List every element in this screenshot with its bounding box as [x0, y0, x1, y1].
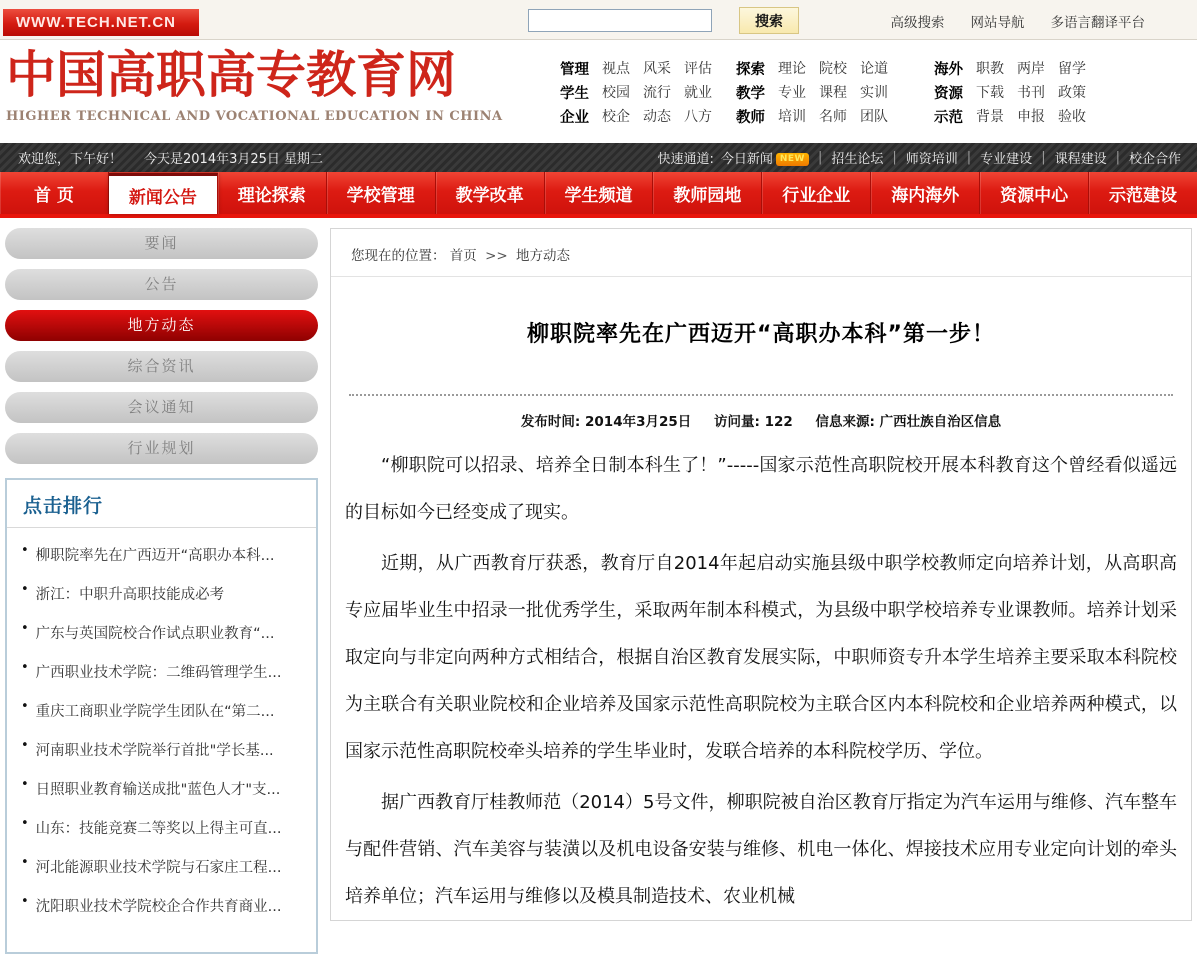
- dotted-divider: [349, 394, 1173, 396]
- header-link[interactable]: 院校: [819, 61, 847, 77]
- publish-time: [521, 414, 696, 430]
- ranking-link[interactable]: 重庆工商职业学院学生团队在“第二...: [35, 704, 275, 720]
- ranking-link[interactable]: 沈阳职业技术学院校企合作共育商业...: [35, 899, 282, 915]
- header-link[interactable]: 留学: [1058, 61, 1086, 77]
- separator: |: [966, 150, 972, 165]
- nav-item-news-active[interactable]: 新闻公告: [109, 173, 218, 214]
- click-ranking-box: [5, 478, 318, 954]
- bullet-icon: •: [21, 583, 29, 597]
- header-category-link[interactable]: 海外: [934, 61, 963, 78]
- separator: |: [1115, 150, 1120, 165]
- header-link[interactable]: 课程: [819, 85, 847, 101]
- search-button[interactable]: 搜索: [739, 7, 799, 34]
- sidebar-item-announcements[interactable]: 公告: [5, 269, 318, 300]
- header-link[interactable]: 视点: [602, 61, 630, 77]
- breadcrumb-current-link[interactable]: 地方动态: [516, 248, 571, 264]
- header-category-link[interactable]: 探索: [736, 61, 765, 78]
- top-links: [891, 11, 1146, 31]
- article: [331, 317, 1191, 920]
- sidebar-item-industry-planning[interactable]: 行业规划: [5, 433, 318, 464]
- ranking-link[interactable]: 河北能源职业技术学院与石家庄工程...: [35, 860, 282, 876]
- header-link[interactable]: 风采: [643, 61, 671, 77]
- site-map-link[interactable]: 网站导航: [970, 15, 1025, 31]
- ranking-item: [21, 622, 306, 643]
- separator: |: [1041, 150, 1046, 165]
- breadcrumb-separator: >>: [485, 248, 508, 264]
- ranking-link[interactable]: 柳职院率先在广西迈开“高职办本科...: [35, 548, 275, 564]
- header-category-link[interactable]: 示范: [934, 109, 963, 126]
- header-link-row: [934, 80, 1086, 104]
- separator: |: [892, 150, 897, 165]
- main-navigation: [0, 172, 1197, 218]
- header-link-row: [736, 104, 888, 128]
- ranking-link[interactable]: 河南职业技术学院举行首批"学长基...: [35, 743, 274, 759]
- nav-item-teacher-garden[interactable]: 教师园地: [653, 172, 762, 214]
- ranking-item: [21, 739, 306, 760]
- sidebar-item-general-info[interactable]: 综合资讯: [5, 351, 318, 382]
- header-link-group-1: [560, 56, 712, 128]
- header-link[interactable]: 验收: [1058, 109, 1086, 125]
- bullet-icon: •: [21, 856, 29, 870]
- nav-item-student-channel[interactable]: 学生频道: [545, 172, 654, 214]
- header-link[interactable]: 培训: [778, 109, 806, 125]
- advanced-search-link[interactable]: 高级搜索: [890, 15, 945, 31]
- site-url-banner: WWW.TECH.NET.CN: [3, 9, 199, 36]
- info-source-value: 广西壮族自治区信息: [879, 414, 1002, 430]
- header-link[interactable]: 专业: [778, 85, 806, 101]
- bullet-icon: •: [21, 778, 29, 792]
- main-panel: [330, 228, 1192, 921]
- header-link[interactable]: 政策: [1058, 85, 1086, 101]
- article-title: 柳职院率先在广西迈开“高职办本科”第一步！: [527, 322, 995, 347]
- header-link[interactable]: 实训: [860, 85, 888, 101]
- quick-link-school-enterprise[interactable]: 校企合作: [1128, 152, 1181, 167]
- ranking-link[interactable]: 日照职业教育输送成批"蓝色人才"支...: [35, 782, 281, 798]
- quick-link-admissions-forum[interactable]: 招生论坛: [831, 152, 884, 167]
- bullet-icon: •: [21, 700, 29, 714]
- bullet-icon: •: [21, 739, 29, 753]
- header-link[interactable]: 评估: [684, 61, 712, 77]
- sidebar-item-local-news-active[interactable]: 地方动态: [5, 310, 318, 341]
- nav-item-resources[interactable]: 资源中心: [980, 172, 1089, 214]
- breadcrumb-label: 您现在的位置：: [351, 248, 446, 264]
- header-category-link[interactable]: 企业: [560, 109, 589, 126]
- separator: |: [817, 150, 823, 165]
- header-category-link[interactable]: 教学: [736, 85, 765, 102]
- new-badge: NEW: [776, 153, 809, 166]
- quick-channel-label: 快速通道:: [657, 152, 714, 167]
- info-source: [815, 414, 1001, 430]
- quick-channel: [657, 148, 1181, 167]
- header-category-link[interactable]: 管理: [560, 61, 589, 78]
- header-link[interactable]: 团队: [860, 109, 888, 125]
- nav-item-home[interactable]: 首 页: [0, 172, 109, 214]
- header-link[interactable]: 流行: [643, 85, 671, 101]
- ranking-link[interactable]: 广东与英国院校合作试点职业教育“...: [35, 626, 275, 642]
- header-category-link[interactable]: 学生: [560, 85, 589, 102]
- status-bar: [0, 143, 1197, 172]
- header-link[interactable]: 论道: [860, 61, 888, 77]
- content-area: [0, 218, 1197, 954]
- header-link-row: [560, 56, 712, 80]
- nav-item-teaching-reform[interactable]: 教学改革: [436, 172, 545, 214]
- header-link[interactable]: 书刊: [1017, 85, 1045, 101]
- header-link[interactable]: 理论: [778, 61, 806, 77]
- ranking-link[interactable]: 浙江：中职升高职技能成必考: [35, 587, 225, 603]
- ranking-item: [21, 856, 306, 877]
- ranking-item: [21, 895, 306, 916]
- article-meta: [345, 410, 1177, 430]
- info-source-label: 信息来源:: [815, 414, 875, 430]
- header-link[interactable]: 两岸: [1017, 61, 1045, 77]
- ranking-item: [21, 661, 306, 682]
- header-link[interactable]: 职教: [976, 61, 1004, 77]
- search-input[interactable]: [528, 9, 712, 32]
- header-link-group-3: [934, 56, 1086, 128]
- site-logo: [6, 42, 503, 124]
- article-paragraph: “柳职院可以招录、培养全日制本科生了！”-----国家示范性高职院校开展本科教育这个曾经看似遥远的目标如今已经变成了现实。: [345, 455, 1177, 523]
- ranking-link[interactable]: 山东：技能竞赛二等奖以上得主可直...: [35, 821, 282, 837]
- nav-item-overseas[interactable]: 海内海外: [871, 172, 980, 214]
- bullet-icon: •: [21, 817, 29, 831]
- date-text: 今天是2014年3月25日 星期二: [144, 152, 324, 167]
- bullet-icon: •: [21, 895, 29, 909]
- quick-link-today-news-wrap: [721, 148, 809, 167]
- sidebar-item-meeting-notices[interactable]: 会议通知: [5, 392, 318, 423]
- header-link[interactable]: 下载: [976, 85, 1004, 101]
- ranking-item: [21, 778, 306, 799]
- nav-item-school-management[interactable]: 学校管理: [327, 172, 436, 214]
- header-category-link[interactable]: 教师: [736, 109, 765, 126]
- quick-link-major-building[interactable]: 专业建设: [980, 152, 1033, 167]
- sidebar-item-key-news[interactable]: 要闻: [5, 228, 318, 259]
- header-category-link[interactable]: 资源: [934, 85, 963, 102]
- top-utility-bar: [0, 0, 1197, 40]
- click-ranking-list: [7, 528, 316, 952]
- publish-time-value: 2014年3月25日: [585, 414, 692, 430]
- quick-link-teacher-training[interactable]: 师资培训: [905, 152, 958, 167]
- breadcrumb-home-link[interactable]: 首页: [449, 248, 477, 264]
- header-link[interactable]: 校企: [602, 109, 630, 125]
- click-ranking-title: 点击排行: [7, 480, 316, 528]
- ranking-item: [21, 583, 306, 604]
- site-header: [0, 40, 1197, 143]
- publish-time-label: 发布时间:: [520, 414, 581, 430]
- visit-count: [714, 414, 798, 430]
- ranking-item: [21, 817, 306, 838]
- breadcrumb: [331, 229, 1191, 277]
- quick-link-today-news[interactable]: 今日新闻: [720, 152, 773, 167]
- welcome-text: 欢迎您，下午好！: [18, 152, 123, 167]
- site-logo-subtitle: HIGHER TECHNICAL AND VOCATIONAL EDUCATION IN CHINA: [6, 109, 503, 124]
- header-link-row: [560, 80, 712, 104]
- visit-count-value: 122: [764, 414, 793, 430]
- visit-count-label: 访问量:: [713, 414, 760, 430]
- bullet-icon: •: [21, 622, 29, 636]
- article-body: [345, 442, 1177, 920]
- ranking-link[interactable]: 广西职业技术学院：二维码管理学生...: [35, 665, 282, 681]
- header-link[interactable]: 校园: [602, 85, 630, 101]
- nav-item-theory[interactable]: 理论探索: [218, 172, 327, 214]
- header-link[interactable]: 申报: [1017, 109, 1045, 125]
- header-link-row: [736, 56, 888, 80]
- header-link-row: [736, 80, 888, 104]
- header-link-row: [560, 104, 712, 128]
- article-paragraph: 近期，从广西教育厅获悉，教育厅自2014年起启动实施县级中职学校教师定向培养计划，从高职高专应届毕业生中招录一批优秀学生，采取两年制本科模式，为县级中职学校培养专业课教师。培养计划采取定向与非定向两种方式相结合，根据自治区教育发展实际，中职师资专升本学生培养主要采取本科院校为主联合有关职业院校和企业培养及国家示范性高职院校为主联合区内本科院校和企业培养两种模式，以国家示范性高职院校牵头培养的学生毕业时，发联合培养的本科院校学历、学位。: [345, 553, 1177, 762]
- header-quick-links: [560, 56, 1086, 128]
- ranking-item: [21, 544, 306, 565]
- header-link-row: [934, 56, 1086, 80]
- article-paragraph: 据广西教育厅桂教师范（2014）5号文件，柳职院被自治区教育厅指定为汽车运用与维修、汽车整车与配件营销、汽车美容与装潢以及机电设备安装与维修、机电一体化、焊接技术应用专业定向计划的牵头培养单位；汽车运用与维修以及模具制造技术、农业机械: [345, 792, 1177, 907]
- header-link-row: [934, 104, 1086, 128]
- header-link-group-2: [736, 56, 888, 128]
- header-link[interactable]: 名师: [819, 109, 847, 125]
- header-link[interactable]: 八方: [684, 109, 712, 125]
- site-logo-title: 中国高职高专教育网: [6, 45, 456, 104]
- welcome-area: [18, 148, 323, 167]
- sidebar: [5, 228, 318, 954]
- bullet-icon: •: [21, 661, 29, 675]
- translation-platform-link[interactable]: 多语言翻译平台: [1050, 15, 1145, 31]
- quick-link-course-building[interactable]: 课程建设: [1054, 152, 1107, 167]
- header-link[interactable]: 背景: [976, 109, 1004, 125]
- header-link[interactable]: 就业: [684, 85, 712, 101]
- header-link[interactable]: 动态: [643, 109, 671, 125]
- nav-item-demonstration[interactable]: 示范建设: [1089, 172, 1197, 214]
- nav-item-industry[interactable]: 行业企业: [762, 172, 871, 214]
- ranking-item: [21, 700, 306, 721]
- bullet-icon: •: [21, 544, 29, 558]
